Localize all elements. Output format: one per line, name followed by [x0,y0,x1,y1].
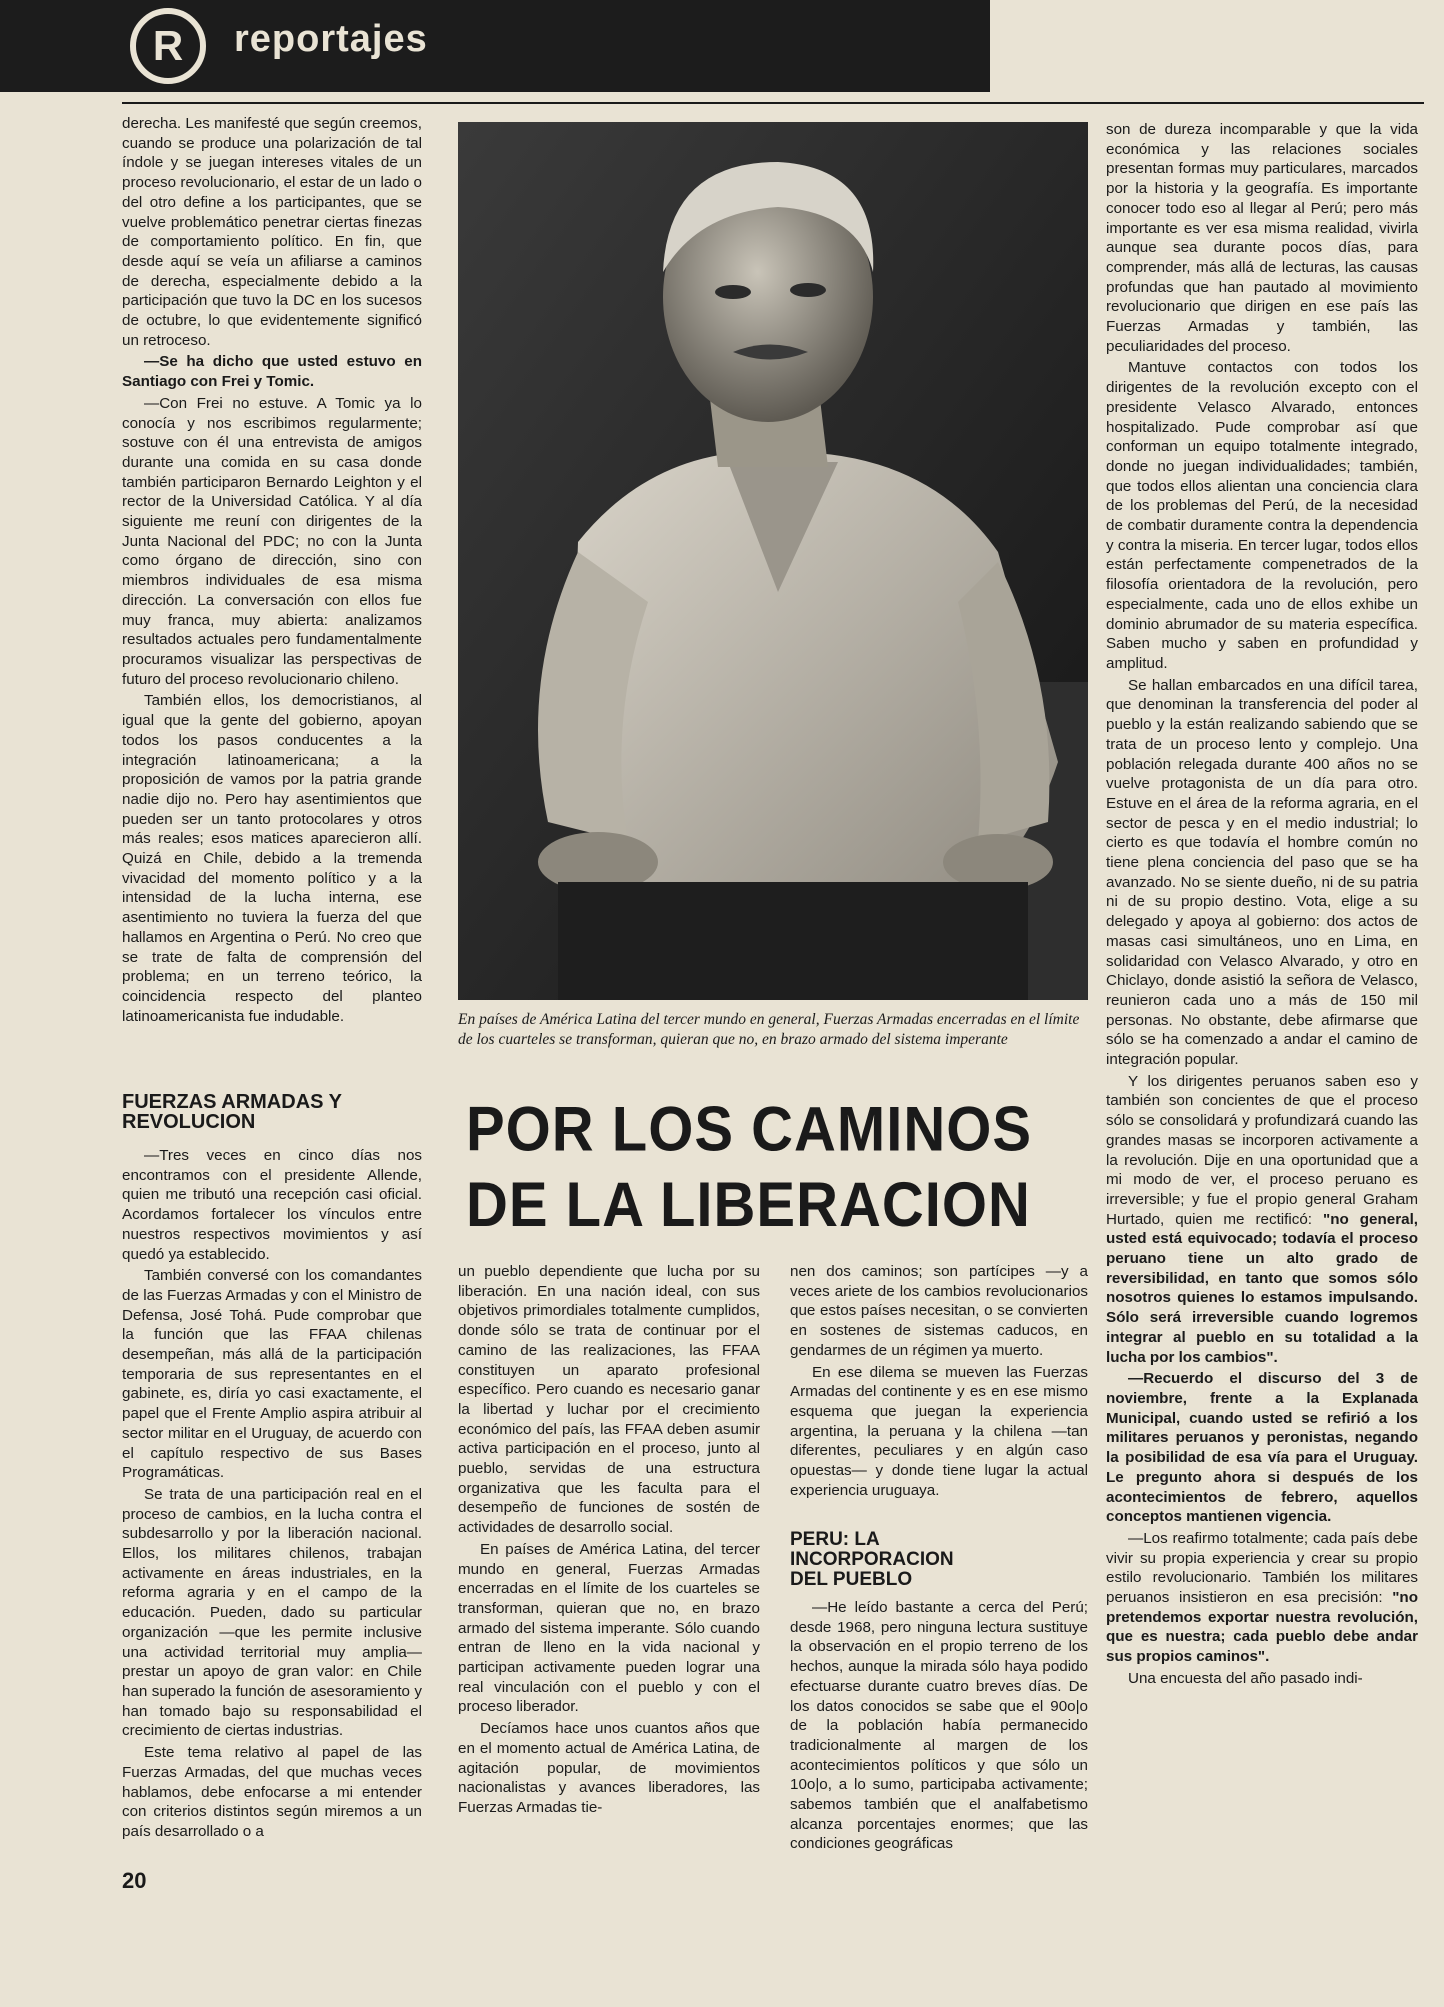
article-headline [466,1092,1086,1243]
paragraph: En países de América Latina, del tercer mundo en general, Fuerzas Armadas encerradas en el límite de los cuarteles se transforman, quieran que no, en brazo armado del sistema imperante. Sólo cuando entran de lleno en la vida nacional y participan activamente pueden lograr una real vinculación con el pueblo y con el proceso liberador. [458,1540,760,1716]
portrait-photo [458,122,1088,1000]
paragraph: —Con Frei no estuve. A Tomic ya lo conocía y nos escribimos regularmente; sostuve con él una entrevista de amigos durante una comida en su casa donde también participaron Bernardo Leighton y el rector de la Universidad Católica. Y al día siguiente me reuní con dirigentes de la Junta Nacional del PDC; no con la Junta como órgano de dirección, sino con miembros individuales de esa misma dirección. La conversación con ellos fue muy franca, muy abierta: analizamos resultados actuales pero fundamentalmente procuramos visualizar las perspectivas de futuro del proceso revolucionario chileno. [122,394,422,688]
paragraph: Una encuesta del año pasado indi- [1128,1669,1363,1687]
paragraph-text: Y los dirigentes peruanos saben eso y también son concientes de que el proceso sólo se consolidará y profundizará cuando las grandes masas se incorporen activamente a la revolución. Dije en una oportunidad que a mi modo de ver, el proceso peruano es irreversible; y fue el propio general Graham Hurtado, quien me rectificó: [1106,1072,1418,1228]
magazine-logo [130,8,206,84]
paragraph: nen dos caminos; son partícipes —y a veces ariete de los cambios revolucionarios que estos países necesitan, o se convierten en sostenes de sistemas caducos, en gendarmes de un régimen ya muerto. [790,1263,1088,1359]
subhead-fuerzas-armadas: FUERZAS ARMADAS Y REVOLUCION [122,1091,342,1133]
photo-caption: En países de América Latina del tercer mundo en general, Fuerzas Armadas encerradas en el límite de los cuarteles se transforman, quieran que no, en brazo armado del sistema imperante [458,1011,1080,1048]
quotation: "no general, usted está equivocado; todavía el proceso peruano tiene un alto grado de reversibilidad, en tanto que somos sólo nosotros quienes lo estamos impulsando. Sólo será irreversible cuando logremos integrar al pueblo en su totalidad a la lucha por los cambios". [1106,1210,1419,1366]
paragraph [1106,1072,1418,1368]
interview-question: —Recuerdo el discurso del 3 de noviembre, frente a la Explanada Municipal, cuando usted se refirió a los militares peruanos y peronistas, negando la posibilidad de esa vía para el Uruguay. Le pregunto ahora si después de los acontecimientos de febrero, aquellos conceptos mantienen vigencia. [1106,1370,1418,1526]
paragraph: También conversé con los comandantes de las Fuerzas Armadas y con el Ministro de Defensa, José Tohá. Pude comprobar que la función que las FFAA chilenas desempeñan, más allá de la participación temporaria de sus representantes en el gabinete, es, diría yo casi exactamente, el papel que el Frente Amplio aspira atribuir al sector militar en el Uruguay, de acuerdo con el capítulo respectivo de sus Bases Programáticas. [122,1267,422,1482]
quotation: "no pretendemos exportar nuestra revolución, que es nuestra; cada pueblo debe andar sus propios caminos". [1106,1589,1418,1666]
paragraph: un pueblo dependiente que lucha por su liberación. En una nación ideal, con sus objetivos primordiales totalmente cumplidos, donde sólo se trata de continuar por el camino de las realizaciones, las FFAA constituyen un aparato profesional específico. Pero cuando es necesario ganar la libertad y luchar por el crecimiento económico del país, las FFAA deben asumir activa participación en el proceso, junto al pueblo, servidas de una estructura organizativa que les faculta para el desempeño de funciones de sostén de actividades de desarrollo social. [458,1263,760,1537]
paragraph: También ellos, los democristianos, al igual que la gente del gobierno, apoyan todos los pasos conducentes a la integración latinoamericana; a la proposición de vamos por la patria grande nadie dijo no. Pero hay asentimientos que pueden ser un tanto protocolares y otros más reales; esos matices aparecieron allí. Quizá en Chile, debido a la tremenda vivacidad del momento político y a la intensidad de la lucha interna, ese asentimiento no tuviera la fuerza del que hallamos en Argentina o Perú. No creo que se trate de falta de comprensión del problema; en un terreno teórico, la coincidencia respecto del planteo latinoamericanista fue indudable. [122,692,422,1025]
subhead-peru: PERU: LA INCORPORACION DEL PUEBLO [790,1529,954,1590]
logo-letter: R [152,22,184,69]
paragraph: Se hallan embarcados en una difícil tarea, que denominan la transferencia del poder al pueblo y la están realizando sabiendo que se trata de un proceso lento y complejo. Una población relegada durante 400 años no se vuelve protagonista de un día para otro. Estuve en el área de la reforma agraria, en el sector de pesca y en el medio industrial; lo cierto es que todavía el hombre común no tiene plena conciencia del paso que se ha avanzado. No se siente dueño, ni de su patria ni de su propio destino. Vota, elige a su delegado y apoya al gobierno: dos actos de masas casi simultáneos, uno en Lima, en solidaridad con Velasco Alvarado, y otro en Chiclayo, donde asistió la señora de Velasco, reunieron cada uno a más de 150 mil personas. No obstante, debe afirmarse que sólo se ha comenzado a andar el camino de integración popular. [1106,676,1418,1069]
paragraph: Mantuve contactos con todos los dirigentes de la revolución excepto con el presidente Velasco Alvarado, entonces hospitalizado. Pude comprobar así que conforman un equipo totalmente integrado, donde no juegan individualidades; también, que todos ellos alientan una conciencia clara de los problemas del Perú, de la necesidad de combatir duramente contra la dependencia y contra la miseria. En tercer lugar, todos ellos están perfectamente compenetrados de la filosofía orientadora de la revolución, pero especialmente, cada uno de ellos exhibe un dominio abrumador de su materia específica. Saben mucho y saben en profundidad y amplitud. [1106,359,1418,672]
paragraph: Este tema relativo al papel de las Fuerzas Armadas, del que muchas veces hablamos, debe enfocarse a mi entender con criterios distintos según miremos a un país desarrollado o a [122,1744,422,1840]
article-column-2 [458,1262,760,1820]
article-column-1 [122,114,422,1028]
headline-line-1: POR LOS CAMINOS [466,1094,1033,1165]
paragraph: —Tres veces en cinco días nos encontramos con el presidente Allende, quien me tributó una recepción casi oficial. Acordamos fortalecer los vínculos entre nuestros respectivos movimientos y así quedó ya establecido. [122,1147,422,1263]
article-column-4 [1106,120,1418,1691]
portrait-illustration [458,122,1088,1000]
section-label: reportajes [234,18,428,60]
interview-question: —Se ha dicho que usted estuvo en Santiago con Frei y Tomic. [122,353,422,391]
article-column-3-continued [790,1598,1088,1856]
paragraph-text: —Los reafirmo totalmente; cada país debe vivir su propia experiencia y crear su propio estilo revolucionario. También los militares peruanos insistieron en esa precisión: [1106,1529,1418,1607]
headline-line-2: DE LA LIBERACION [466,1169,1031,1240]
section-header-bar [0,0,990,92]
paragraph: derecha. Les manifesté que según creemos, cuando se produce una polarización de tal índole y se juegan intereses vitales de un proceso revolucionario, el estar de un lado o del otro define a los participantes, que se vuelve problemático penetrar ciertas finezas de comportamiento político. En fin, que desde aquí se veía un afiliarse a caminos de derecha, especialmente debido a la participación que tuvo la DC en los sucesos de octubre, lo que evidentemente significó un retroceso. [122,115,422,349]
article-column-1-continued [122,1146,422,1844]
article-column-3 [790,1262,1088,1502]
paragraph: Se trata de una participación real en el proceso de cambios, en la lucha contra el subdesarrollo y por la liberación nacional. Ellos, los militares chilenos, trabajan activamente en áreas industriales, en la reforma agraria y en el campo de la educación. Pueden, dado su particular organización —que les permite inclusive una actividad territorial muy amplia— prestar un apoyo de gran valor: en Chile han superado la función de asesoramiento y han tomado bajo su responsabilidad el crecimiento de ciertas industrias. [122,1485,422,1740]
paragraph: —He leído bastante a cerca del Perú; desde 1968, pero ninguna lectura sustituye la observación en el propio terreno de los hechos, aunque la mirada sólo haya podido efectuarse durante cuatro breves días. De los datos conocidos se sabe que el 90o|o de la población había permanecido tradicionalmente al margen de los acontecimientos políticos y que sólo un 10o|o, a lo sumo, participaba activamente; sabemos también que el analfabetismo alcanza porcentajes enormes; que las condiciones geográficas [790,1599,1088,1853]
page-number: 20 [122,1868,147,1893]
paragraph [1106,1529,1418,1667]
header-rule [122,102,1424,104]
paragraph: En ese dilema se mueven las Fuerzas Armadas del continente y es en ese mismo esquema que juegan la experiencia argentina, la peruana y la chilena —tan diferentes, peculiares y en algún caso opuestas— y donde tiene lugar la actual experiencia uruguaya. [790,1363,1088,1499]
paragraph: Decíamos hace unos cuantos años que en el momento actual de América Latina, de agitación popular, de movimientos nacionalistas y avances liberadores, las Fuerzas Armadas tie- [458,1720,760,1816]
paragraph: son de dureza incomparable y que la vida económica y las relaciones sociales presentan formas muy particulares, marcados por la historia y la geografía. Es importante conocer todo eso al llegar al Perú; pero más importante es ver esa misma realidad, vivirla aunque sea durante pocos días, para comprender, más allá de lecturas, las causas profundas que han pautado al movimiento revolucionario que dirigen en ese país las Fuerzas Armadas y también, las peculiaridades del proceso. [1106,121,1418,355]
